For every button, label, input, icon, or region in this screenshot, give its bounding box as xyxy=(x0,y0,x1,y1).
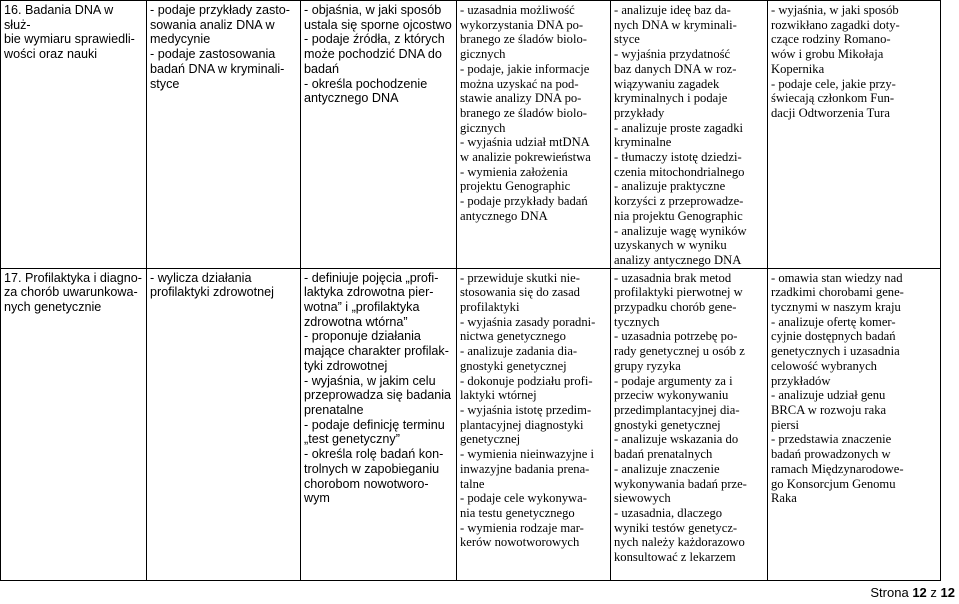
total-pages: 12 xyxy=(940,585,955,600)
basic-requirements-cell: - wylicza działania profilaktyki zdrowotnej xyxy=(147,268,301,580)
current-page: 12 xyxy=(912,585,927,600)
complete-requirements-cell: - uzasadnia brak metod profilaktyki pierwotnej w przypadku chorób gene- tycznych - uzasadnia potrzebę po- rady genetycznej u osób z grupy ryzyka - podaje argumenty za i przeciw wykonywaniu przedimplantacyjnej dia- gnostyki genetycznej - analizuje wskazania do badań prenatalnych - analizuje znaczenie wykonywania badań prze- siewowych - uzasadnia, dlaczego wyniki testów genetycz- nych należy każdorazowo konsultować z lekarzem xyxy=(611,268,768,580)
topic-cell: 16. Badania DNA w służ- bie wymiaru sprawiedli- wości oraz nauki xyxy=(1,1,147,269)
advanced-requirements-cell: - uzasadnia możliwość wykorzystania DNA po- branego ze śladów biolo- gicznych - podaje, jakie informacje można uzyskać na pod- stawie analizy DNA po- branego ze śladów biolo- gicznych - wyjaśnia udział mtDNA w analizie pokrewieństwa - wymienia założenia projektu Genographic - podaje przykłady badań antycznego DNA xyxy=(457,1,611,269)
page-separator: z xyxy=(930,585,937,600)
topic-cell: 17. Profilaktyka i diagno- za chorób uwarunkowa- nych genetycznie xyxy=(1,268,147,580)
advanced-requirements-cell: - przewiduje skutki nie- stosowania się do zasad profilaktyki - wyjaśnia zasady poradni- nictwa genetycznego - analizuje zadania dia- gnostyki genetycznej - dokonuje podziału profi- laktyki wtórnej - wyjaśnia istotę przedim- plantacyjnej diagnostyki genetycznej - wymienia nieinwazyjne i inwazyjne badania prena- talne - podaje cele wykonywa- nia testu genetycznego - wymienia rodzaje mar- kerów nowotworowych xyxy=(457,268,611,580)
extended-requirements-cell: - objaśnia, w jaki sposób ustala się sporne ojcostwo - podaje źródła, z których może pochodzić DNA do badań - określa pochodzenie antycznego DNA xyxy=(301,1,457,269)
basic-requirements-cell: - podaje przykłady zasto- sowania analiz DNA w medycynie - podaje zastosowania badań DNA w kryminali- styce xyxy=(147,1,301,269)
complete-requirements-cell: - analizuje ideę baz da- nych DNA w kryminali- styce - wyjaśnia przydatność baz danych DNA w roz- wiązywaniu zagadek kryminalnych i podaje przykłady - analizuje proste zagadki kryminalne - tłumaczy istotę dziedzi- czenia mitochondrialnego - analizuje praktyczne korzyści z przeprowadze- nia projektu Genographic - analizuje wagę wyników uzyskanych w wyniku analizy antycznego DNA xyxy=(611,1,768,269)
page-label: Strona xyxy=(870,585,909,600)
table-row xyxy=(1,268,941,580)
extended-requirements-cell: - definiuje pojęcia „profi- laktyka zdrowotna pier- wotna” i „profilaktyka zdrowotna wtórna” - proponuje działania mające charakter profilak- tyki zdrowotnej - wyjaśnia, w jakim celu przeprowadza się badania prenatalne - podaje definicję terminu „test genetyczny” - określa rolę badań kon- trolnych w zapobieganiu chorobom nowotworo- wym xyxy=(301,268,457,580)
outstanding-requirements-cell: - wyjaśnia, w jaki sposób rozwikłano zagadki doty- czące rodziny Romano- wów i grobu Mikołaja Kopernika - podaje cele, jakie przy- świecają członkom Fun- dacji Odtworzenia Tura xyxy=(768,1,941,269)
outstanding-requirements-cell: - omawia stan wiedzy nad rzadkimi chorobami gene- tycznymi w naszym kraju - analizuje ofertę komer- cyjnie dostępnych badań genetycznych i uzasadnia celowość wybranych przykładów - analizuje udział genu BRCA w rozwoju raka piersi - przedstawia znaczenie badań prowadzonych w ramach Międzynarodowe- go Konsorcjum Genomu Raka xyxy=(768,268,941,580)
page-number xyxy=(870,585,955,600)
table-row xyxy=(1,1,941,269)
